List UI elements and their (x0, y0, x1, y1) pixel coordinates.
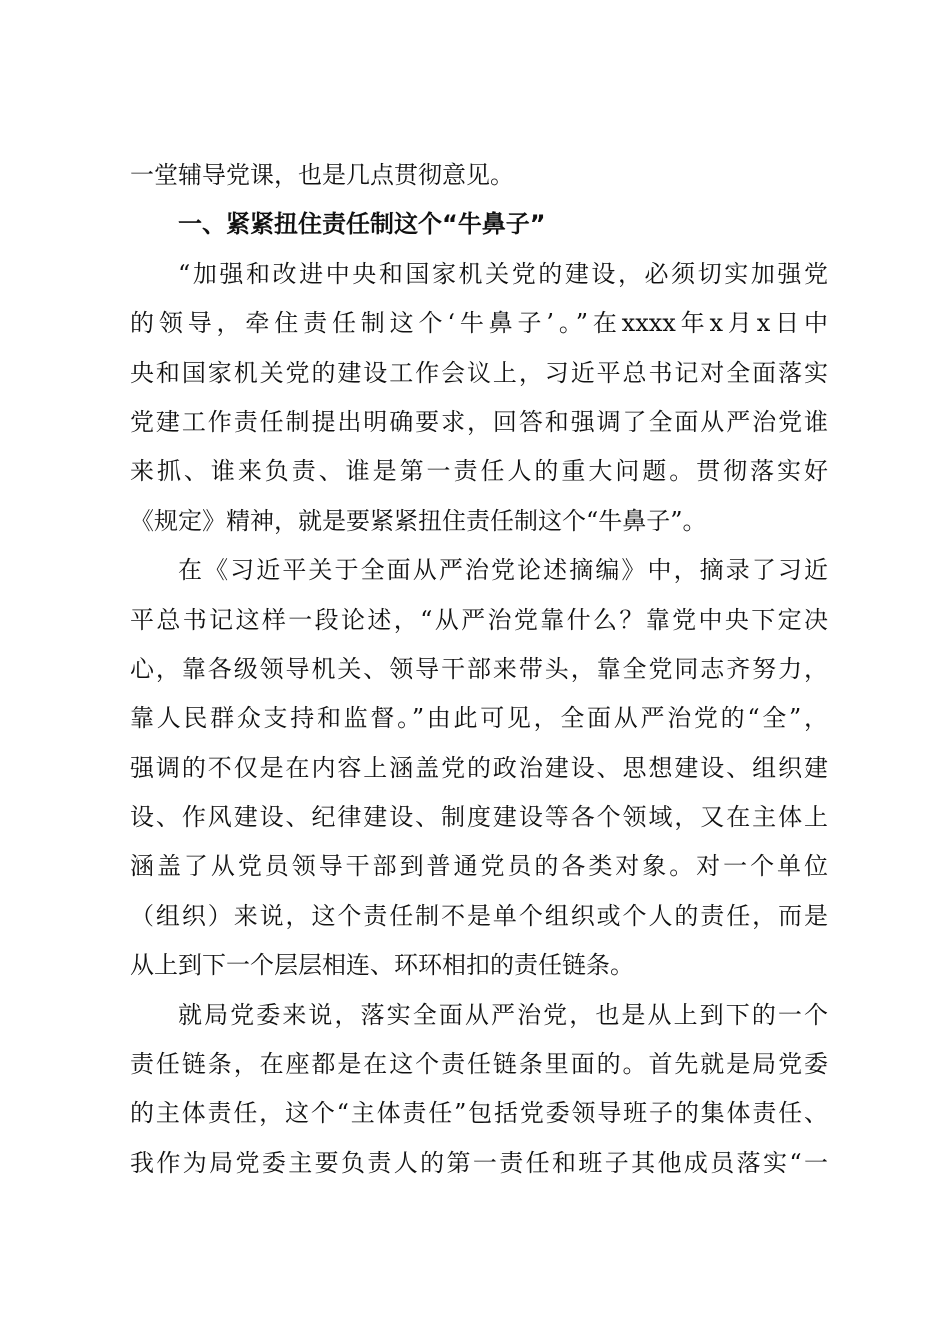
text-line: 责任链条，在座都是在这个责任链条里面的。首先就是局党委 (130, 1050, 828, 1079)
text-line: 从上到下一个层层相连、环环相扣的责任链条。 (130, 951, 634, 980)
text-line: 的主体责任，这个“主体责任”包括党委领导班子的集体责任、 (130, 1099, 828, 1128)
section-heading: 一、紧紧扭住责任制这个“牛鼻子” (178, 210, 546, 239)
text-line: 《规定》精神，就是要紧紧扭住责任制这个“牛鼻子”。 (130, 506, 707, 535)
text-line: 平总书记这样一段论述，“从严治党靠什么？靠党中央下定决 (130, 605, 828, 634)
text-line: 一堂辅导党课，也是几点贯彻意见。 (130, 161, 514, 189)
text-line: （组织）来说，这个责任制不是单个组织或个人的责任，而是 (130, 901, 828, 930)
text-line: 党建工作责任制提出明确要求，回答和强调了全面从严治党谁 (130, 407, 828, 436)
text-line: 强调的不仅是在内容上涵盖党的政治建设、思想建设、组织建 (130, 753, 828, 782)
text-line: 我作为局党委主要负责人的第一责任和班子其他成员落实“一 (130, 1148, 828, 1177)
text-line: 在《习近平关于全面从严治党论述摘编》中，摘录了习近 (178, 556, 828, 585)
text-line: 涵盖了从党员领导干部到普通党员的各类对象。对一个单位 (130, 852, 828, 881)
text-line: 就局党委来说，落实全面从严治党，也是从上到下的一个 (178, 1000, 828, 1029)
text-line: 来抓、谁来负责、谁是第一责任人的重大问题。贯彻落实好 (130, 457, 828, 486)
text-line: 央和国家机关党的建设工作会议上，习近平总书记对全面落实 (130, 358, 828, 387)
text-line: “加强和改进中央和国家机关党的建设，必须切实加强党 (178, 259, 828, 288)
text-line: 的领导，牵住责任制这个‘牛鼻子’。”在xxxx年x月x日中 (130, 309, 828, 338)
text-line: 心，靠各级领导机关、领导干部来带头，靠全党同志齐努力， (130, 654, 828, 683)
text-line: 靠人民群众支持和监督。”由此可见，全面从严治党的“全”， (130, 704, 828, 733)
text-line: 设、作风建设、纪律建设、制度建设等各个领域，又在主体上 (130, 803, 828, 832)
document-body (130, 151, 828, 1188)
